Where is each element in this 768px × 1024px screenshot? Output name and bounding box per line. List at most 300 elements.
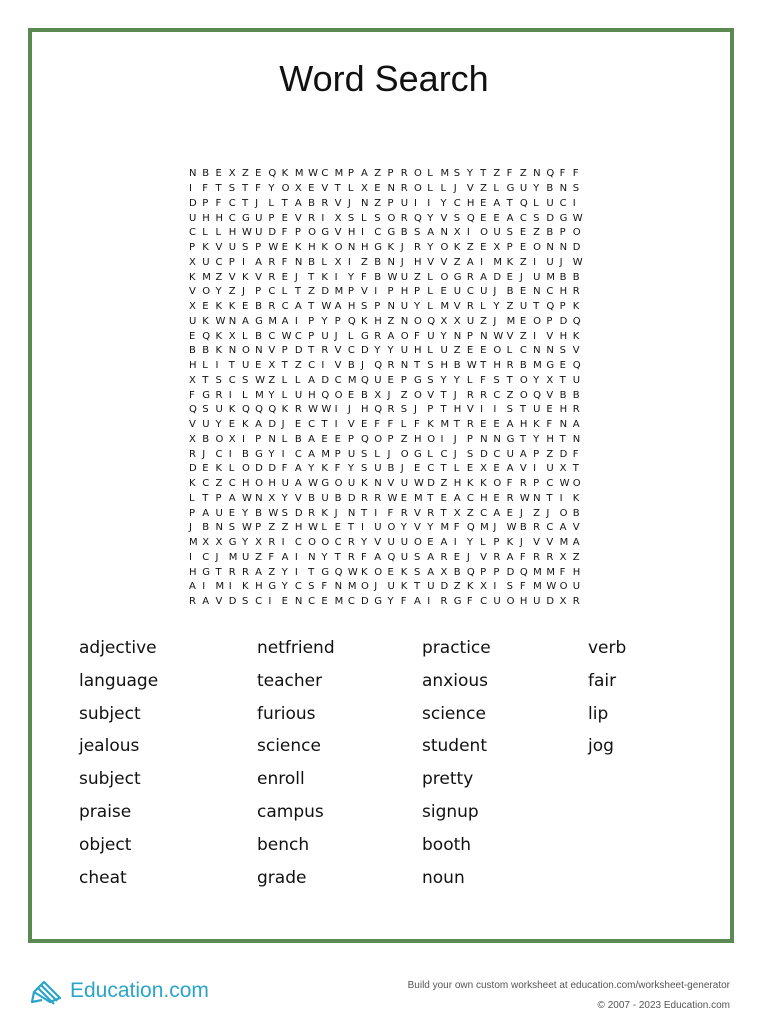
grid-letter: E [374,183,381,195]
grid-letter: M [334,596,344,608]
grid-letter: J [519,537,523,549]
grid-letter: X [228,330,236,342]
grid-letter: E [480,242,487,254]
grid-letter: O [519,389,528,401]
grid-letter: C [308,419,316,431]
grid-letter: C [466,492,474,504]
grid-letter: R [493,551,501,563]
grid-letter: U [374,374,382,386]
grid-letter: B [202,345,210,357]
grid-letter: J [241,286,245,298]
grid-letter: M [413,492,423,504]
grid-letter: L [466,374,473,386]
grid-row [189,256,586,271]
grid-letter: K [202,315,209,327]
grid-letter: H [413,345,422,357]
grid-letter: O [572,227,581,239]
grid-letter: K [189,478,196,490]
grid-letter: V [519,463,527,475]
grid-letter: N [559,419,568,431]
grid-letter: V [533,537,540,549]
grid-letter: H [347,301,356,313]
grid-letter: P [387,433,394,445]
grid-letter: Y [440,374,447,386]
grid-letter: Z [268,566,276,578]
grid-letter: S [413,551,421,563]
grid-letter: S [400,404,408,416]
grid-row [189,329,586,344]
grid-letter: Z [361,256,368,268]
grid-letter: S [241,596,249,608]
grid-letter: J [361,360,364,372]
grid-row [189,285,586,300]
grid-letter: Y [466,168,474,180]
grid-letter: L [268,197,274,209]
grid-letter: E [255,360,262,372]
grid-letter: O [334,478,343,490]
grid-letter: H [413,256,422,268]
grid-letter: Q [387,551,396,563]
grid-letter: H [268,478,276,490]
grid-letter: Z [533,227,540,239]
grid-letter: W [268,507,279,519]
grid-letter: A [506,551,514,563]
grid-row [189,447,586,462]
grid-letter: B [400,227,408,239]
word-item: praise [79,801,132,822]
grid-letter: Y [268,183,275,195]
grid-letter: X [189,374,196,386]
grid-letter: A [493,197,501,209]
grid-letter: U [533,596,541,608]
grid-letter: P [493,537,500,549]
grid-letter: T [215,566,222,578]
grid-letter: M [189,537,198,549]
grid-letter: E [506,271,513,283]
grid-letter: N [361,197,369,209]
grid-letter: E [480,212,487,224]
grid-letter: N [546,345,554,357]
word-column-2 [257,632,335,894]
grid-letter: P [189,242,196,254]
grid-letter: U [546,256,554,268]
grid-letter: E [480,419,487,431]
grid-letter: D [294,507,303,519]
grid-letter: Z [241,168,249,180]
grid-letter: V [189,286,196,298]
grid-letter: S [308,581,315,593]
grid-letter: R [189,448,196,460]
grid-letter: E [440,286,447,298]
grid-letter: E [519,242,527,254]
grid-letter: V [480,551,487,563]
education-logo[interactable] [30,972,209,1010]
word-item: language [79,670,159,691]
grid-letter: U [321,492,329,504]
grid-letter: D [506,566,515,578]
grid-letter: A [255,419,263,431]
grid-letter: A [440,537,448,549]
grid-letter: Z [546,448,554,460]
grid-letter: K [294,242,302,254]
grid-letter: I [533,330,537,342]
grid-letter: X [268,492,276,504]
grid-letter: E [228,507,236,519]
grid-letter: N [228,345,237,357]
grid-letter: K [241,419,249,431]
grid-letter: U [374,463,382,475]
grid-letter: C [347,596,355,608]
grid-letter: V [387,478,395,490]
grid-letter: F [546,419,553,431]
grid-letter: Y [215,419,222,431]
grid-letter: E [361,419,368,431]
grid-letter: N [347,242,356,254]
grid-letter: A [480,271,487,283]
grid-letter: Q [334,566,343,578]
grid-letter: D [268,419,277,431]
grid-letter: Z [268,522,276,534]
grid-row [189,226,586,241]
grid-letter: Z [506,301,514,313]
grid-letter: X [189,433,196,445]
grid-letter: T [546,492,553,504]
grid-letter: X [440,315,448,327]
grid-letter: M [493,256,503,268]
grid-letter: O [493,478,502,490]
grid-letter: H [466,197,475,209]
grid-letter: P [559,301,566,313]
grid-letter: M [334,168,344,180]
grid-letter: C [228,374,236,386]
grid-letter: U [400,197,409,209]
grid-letter: R [400,212,408,224]
grid-letter: F [281,227,288,239]
grid-letter: Q [321,389,330,401]
grid-row [189,477,586,492]
grid-letter: A [294,463,302,475]
grid-letter: X [453,315,461,327]
grid-letter: N [294,596,303,608]
grid-letter: O [202,286,211,298]
grid-letter: B [387,463,395,475]
grid-letter: R [228,566,236,578]
grid-letter: Q [374,404,383,416]
grid-letter: G [361,330,369,342]
grid-letter: Z [374,197,382,209]
grid-letter: V [374,537,382,549]
grid-letter: A [294,197,302,209]
grid-letter: Z [533,507,540,519]
grid-letter: J [255,197,259,209]
grid-letter: S [241,374,249,386]
grid-letter: I [241,433,245,445]
grid-letter: C [215,256,223,268]
grid-letter: Z [453,581,461,593]
grid-letter: I [374,507,378,519]
grid-row [189,167,586,182]
grid-letter: B [308,197,315,209]
grid-letter: B [572,507,580,519]
grid-letter: G [506,183,515,195]
grid-letter: V [189,419,196,431]
grid-letter: V [215,596,223,608]
grid-letter: E [493,463,500,475]
grid-letter: E [400,492,408,504]
grid-letter: R [400,507,408,519]
grid-letter: U [493,596,501,608]
grid-letter: Z [281,522,289,534]
grid-letter: I [413,197,417,209]
grid-letter: O [493,345,502,357]
grid-letter: E [281,271,288,283]
grid-letter: A [255,256,263,268]
grid-letter: O [559,507,568,519]
grid-letter: Z [493,168,501,180]
grid-letter: C [480,507,488,519]
grid-letter: G [241,212,250,224]
grid-letter: A [427,566,435,578]
grid-letter: D [321,286,330,298]
grid-letter: V [572,522,580,534]
grid-letter: L [202,227,208,239]
grid-letter: C [321,168,329,180]
grid-letter: U [400,301,409,313]
grid-letter: X [255,537,263,549]
grid-letter: G [453,596,462,608]
grid-letter: Q [413,212,422,224]
grid-letter: W [413,478,424,490]
grid-letter: S [427,360,434,372]
grid-letter: L [228,463,235,475]
grid-letter: H [189,360,197,372]
grid-letter: I [281,448,285,460]
grid-letter: S [506,581,513,593]
grid-letter: T [572,463,579,475]
grid-letter: N [400,360,409,372]
pencil-stack-icon [30,972,64,1010]
grid-letter: M [347,581,357,593]
grid-letter: K [361,566,368,578]
grid-letter: C [294,448,302,460]
grid-letter: R [374,330,382,342]
grid-letter: T [308,271,315,283]
grid-letter: W [546,581,557,593]
word-item: object [79,834,132,855]
grid-letter: D [228,596,237,608]
grid-letter: B [202,433,210,445]
grid-letter: K [387,242,395,254]
grid-row [189,182,586,197]
grid-letter: E [427,537,434,549]
grid-letter: Q [374,360,383,372]
grid-letter: N [440,227,448,239]
grid-letter: C [294,581,302,593]
grid-letter: V [215,242,223,254]
grid-letter: O [559,581,568,593]
grid-letter: G [321,227,330,239]
grid-row [189,565,586,580]
grid-letter: P [559,227,566,239]
grid-letter: R [533,522,541,534]
grid-letter: I [321,212,325,224]
grid-letter: G [506,433,515,445]
grid-letter: P [387,168,394,180]
grid-letter: Q [466,566,475,578]
grid-letter: N [480,433,488,445]
word-column-3 [422,632,491,894]
grid-letter: E [255,168,262,180]
grid-letter: I [189,551,192,563]
grid-letter: A [334,301,342,313]
grid-letter: Z [519,168,527,180]
grid-letter: E [493,212,500,224]
grid-letter: U [241,360,250,372]
grid-letter: E [294,419,302,431]
grid-letter: S [374,212,381,224]
grid-letter: A [413,596,421,608]
word-item: booth [422,834,472,855]
grid-letter: T [215,183,222,195]
grid-letter: J [413,404,417,416]
grid-letter: V [427,389,435,401]
grid-letter: T [440,404,447,416]
grid-letter: B [308,492,315,504]
grid-letter: I [228,389,232,401]
grid-letter: U [321,330,329,342]
grid-letter: Y [493,301,500,313]
grid-letter: D [546,596,555,608]
grid-letter: O [400,330,409,342]
grid-letter: V [334,197,342,209]
grid-letter: K [215,301,223,313]
grid-letter: F [374,419,381,431]
grid-letter: J [387,448,391,460]
grid-letter: C [519,345,527,357]
grid-letter: I [453,537,457,549]
grid-letter: Z [480,315,488,327]
grid-letter: W [572,212,583,224]
grid-letter: E [387,566,394,578]
grid-letter: P [546,315,553,327]
grid-letter: O [387,522,396,534]
grid-letter: Y [533,183,540,195]
grid-letter: M [546,271,555,283]
grid-row [189,359,586,374]
grid-letter: T [519,404,526,416]
grid-row [189,492,586,507]
grid-letter: U [572,581,581,593]
grid-letter: F [413,330,420,342]
grid-letter: B [453,566,461,578]
grid-letter: J [374,581,378,593]
grid-letter: B [361,389,368,401]
word-item: subject [79,769,141,790]
grid-letter: T [241,197,249,209]
grid-letter: L [453,463,460,475]
word-item: noun [422,867,465,888]
grid-letter: P [480,566,487,578]
grid-letter: P [255,286,262,298]
grid-letter: R [374,492,382,504]
grid-letter: T [334,551,341,563]
grid-letter: D [572,242,581,254]
word-item: fair [588,670,617,691]
grid-letter: S [506,227,513,239]
grid-letter: J [519,271,523,283]
grid-letter: B [546,183,554,195]
grid-letter: L [427,168,433,180]
grid-letter: K [480,478,487,490]
grid-letter: U [189,315,197,327]
grid-letter: Y [400,522,407,534]
grid-letter: T [347,522,354,534]
grid-letter: H [189,566,197,578]
grid-letter: C [559,197,567,209]
grid-letter: X [559,596,567,608]
grid-letter: I [480,256,484,268]
grid-letter: U [546,463,554,475]
grid-letter: H [374,315,382,327]
grid-letter: K [453,242,461,254]
grid-letter: S [347,212,355,224]
grid-letter: E [480,345,487,357]
grid-letter: N [374,478,382,490]
grid-letter: Q [361,433,369,445]
grid-letter: A [519,448,527,460]
grid-letter: B [559,271,567,283]
grid-letter: P [466,330,473,342]
grid-letter: X [453,507,461,519]
grid-letter: K [281,168,289,180]
grid-letter: T [440,507,447,519]
grid-letter: Y [453,374,460,386]
grid-letter: N [387,183,395,195]
grid-letter: L [374,448,380,460]
grid-letter: Q [268,404,277,416]
grid-letter: P [347,433,354,445]
grid-letter: V [546,389,554,401]
worksheet-generator-link[interactable]: Build your own custom worksheet at education.com/worksheet-generator [407,980,730,991]
word-item: bench [257,834,310,855]
grid-letter: V [466,404,474,416]
grid-letter: T [321,419,328,431]
grid-letter: E [281,596,288,608]
grid-letter: D [361,345,369,357]
grid-letter: P [202,197,209,209]
grid-letter: L [347,183,354,195]
grid-letter: Q [546,301,555,313]
grid-letter: C [427,463,435,475]
word-item: netfriend [257,638,335,658]
grid-letter: T [480,360,487,372]
grid-letter: M [440,522,450,534]
grid-letter: T [533,301,540,313]
grid-letter: G [202,566,210,578]
grid-letter: L [427,301,433,313]
grid-letter: D [294,345,303,357]
grid-letter: C [546,286,554,298]
grid-letter: I [294,315,298,327]
grid-letter: U [466,315,475,327]
grid-letter: M [533,581,542,593]
grid-letter: U [493,227,501,239]
grid-letter: Q [255,404,264,416]
grid-letter: A [241,315,249,327]
grid-letter: K [506,537,514,549]
grid-letter: S [241,242,249,254]
grid-letter: Y [321,551,328,563]
